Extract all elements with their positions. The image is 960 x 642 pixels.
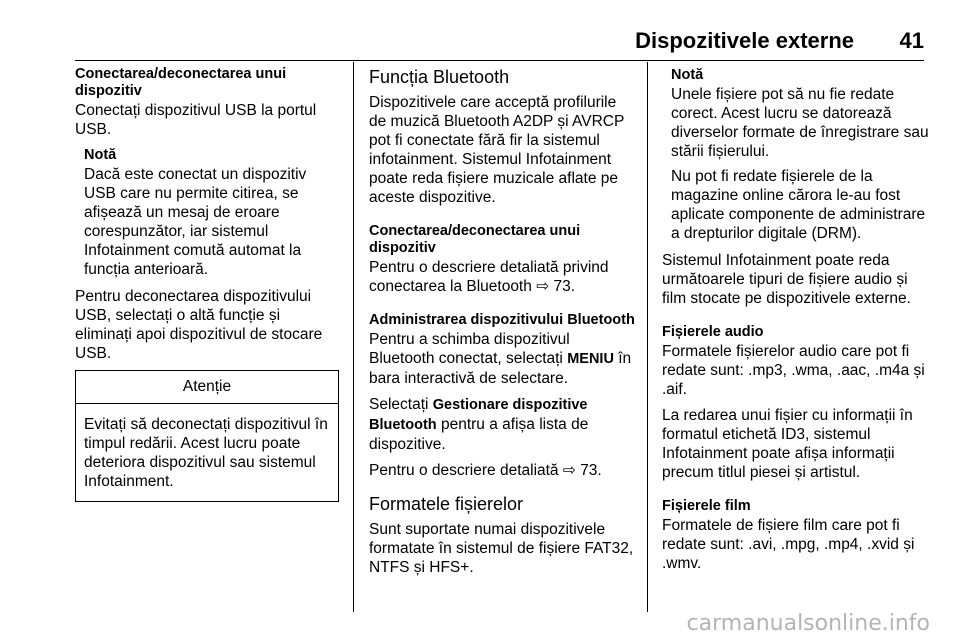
heading-connect-bt: Conectarea/deconectarea unui dispozitiv (369, 223, 581, 256)
heading-audio-files: Fișierele audio (662, 324, 764, 340)
heading-connect-usb: Conectarea/deconectarea unui dispozitiv (75, 66, 287, 99)
note-box-files (662, 66, 930, 243)
paragraph-connect-usb: Conectați dispozitivul USB la portul USB. (75, 102, 317, 138)
note-text-2: Nu pot fi redate fișierele de la magazine online cărora le-au fost aplicate componente de administrare a drepturilor digitale (DRM). (671, 168, 926, 242)
heading-admin-bt: Administrarea dispozitivului Bluetooth (369, 312, 635, 328)
page-header (75, 28, 924, 56)
paragraph-select-manage: Selectați Gestionare dispozitive Bluetooth pentru a afișa lista de dispozitive. (369, 396, 589, 453)
page-ref-link[interactable]: 73. (553, 278, 576, 295)
paragraph-film-formats: Formatele de fișiere film care pot fi redate sunt: .avi, .mpg, .mp4, .xvid și .wmv. (662, 517, 915, 572)
note-box-usb (75, 146, 339, 279)
note-text: Dacă este conectat un dispozitiv USB care nu permite citirea, se afișează un mesaj de eroare corespunzător, iar sistemul Infotainment comută automat la funcția anterioară. (84, 166, 307, 278)
note-title: Notă (671, 67, 704, 83)
warning-text: Evitați să deconectați dispozitivul în timpul redării. Acest lucru poate deteriora dispozitivul sau sistemul Infotainment. (84, 416, 328, 490)
column-divider-2 (647, 62, 648, 612)
heading-film-files: Fișierele film (662, 498, 751, 514)
page-ref-icon: ⇨ (562, 462, 576, 479)
heading-bluetooth: Funcția Bluetooth (369, 67, 510, 87)
paragraph-intro: Sistemul Infotainment poate reda următoarele tipuri de fișiere audio și film stocate pe dispozitivele externe. (662, 252, 911, 307)
column-middle (369, 66, 637, 584)
paragraph-audio-id3: La redarea unui fișier cu informații în formatul etichetă ID3, sistemul Infotainment poate afișa informații precum titlul piesei și artistul. (662, 407, 913, 481)
warning-title: Atenție (76, 371, 338, 404)
paragraph-disconnect-usb: Pentru deconectarea dispozitivului USB, selectați o altă funcție și eliminați apoi dispozitivul de stocare USB. (75, 288, 323, 362)
header-rule (75, 60, 924, 61)
paragraph-connect-bt: Pentru o descriere detaliată privind conectarea la Bluetooth ⇨ 73. (369, 259, 609, 295)
menu-label: MENIU (567, 351, 614, 367)
column-divider-1 (353, 62, 354, 612)
paragraph-audio-formats: Formatele fișierelor audio care pot fi redate sunt: .mp3, .wma, .aac, .m4a și .aif. (662, 343, 925, 398)
paragraph-file-formats: Sunt suportate numai dispozitivele formatate în sistemul de fișiere FAT32, NTFS și HFS+. (369, 521, 634, 576)
page-ref-link[interactable]: 73. (580, 462, 602, 479)
column-right (662, 66, 930, 580)
note-title: Notă (84, 147, 117, 163)
paragraph-admin-bt: Pentru a schimba dispozitivul Bluetooth conectat, selectați MENIU în bara interactivă de selectare. (369, 331, 632, 387)
watermark: carmanualsonline.info (686, 611, 930, 636)
paragraph-detail: Pentru o descriere detaliată ⇨ 73. (369, 462, 602, 479)
chapter-title: Dispozitivele externe (635, 28, 854, 53)
paragraph-bluetooth: Dispozitivele care acceptă profilurile de muzică Bluetooth A2DP și AVRCP pot fi conectate fără fir la sistemul infotainment. Sistemul Infotainment poate reda fișiere muzicale aflate pe aceste dispozitive. (369, 94, 625, 206)
page-number: 41 (899, 28, 924, 53)
heading-file-formats: Formatele fișierelor (369, 494, 524, 514)
manage-devices-label: Gestionare dispozitive Bluetooth (369, 397, 588, 433)
note-text-1: Unele fișiere pot să nu fie redate corect. Acest lucru se datorează diverselor formate de înregistrare sau stării fișierului. (671, 86, 929, 160)
warning-box (75, 370, 339, 502)
page-ref-icon: ⇨ (536, 278, 550, 295)
column-left (75, 66, 339, 502)
